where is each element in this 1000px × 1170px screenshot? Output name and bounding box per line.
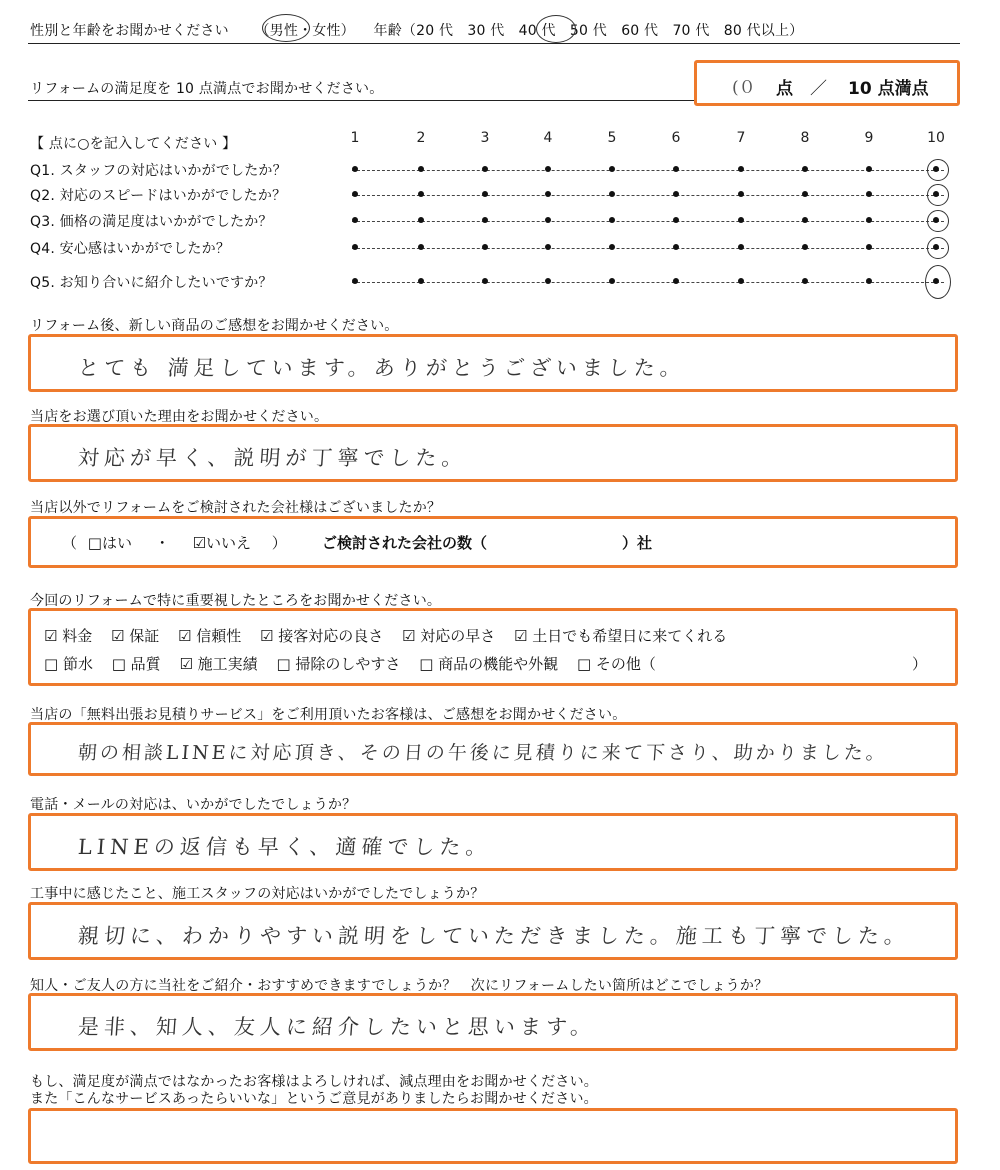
priority-other[interactable]: □ その他（: [576, 655, 656, 673]
priorities-row-2: [44, 653, 656, 674]
rating-scale-line: [352, 221, 944, 222]
scale-number: 5: [607, 130, 617, 146]
priority-quality[interactable]: □ 品質: [111, 655, 161, 673]
gender-male-circle: [262, 14, 310, 42]
rating-dot[interactable]: [802, 217, 808, 223]
rating-dot[interactable]: [352, 278, 358, 284]
priorities-label: 今回のリフォームで特に重要視したところをお聞かせください。: [30, 593, 442, 609]
selected-rating-circle: [925, 265, 951, 299]
priority-water-saving[interactable]: □ 節水: [44, 655, 93, 673]
rating-dot[interactable]: [866, 244, 872, 250]
rating-dot[interactable]: [352, 191, 358, 197]
improvement-label-2: また「こんなサービスあったらいいな」というご意見がありましたらお聞かせください。: [30, 1091, 598, 1107]
scale-number: 7: [736, 130, 746, 146]
rating-dot[interactable]: [609, 191, 615, 197]
rating-dot[interactable]: [866, 191, 872, 197]
rating-dot[interactable]: [418, 217, 424, 223]
other-companies-label: 当店以外でリフォームをご検討された会社様はございましたか？: [30, 500, 442, 516]
rating-dot[interactable]: [609, 217, 615, 223]
company-count-unit: ）社: [622, 534, 653, 552]
age-options: 年齢（20 代 30 代 40 代 50 代 60 代 70 代 80 代以上）: [373, 23, 804, 39]
rating-dot[interactable]: [418, 166, 424, 172]
contact-answer: LINEの返信も早く、適確でした。: [77, 835, 493, 859]
paren-open: （: [62, 534, 78, 552]
rating-dot[interactable]: [482, 166, 488, 172]
score-max: 10 点満点: [848, 79, 929, 99]
impression-label: リフォーム後、新しい商品のご感想をお聞かせください。: [30, 318, 399, 334]
age-40-circle: [536, 15, 576, 43]
rating-question-label: Q2. 対応のスピードはいかがでしたか？: [30, 188, 287, 204]
rating-dot[interactable]: [738, 217, 744, 223]
rating-dot[interactable]: [866, 278, 872, 284]
referral-label: 知人・ご友人の方に当社をご紹介・おすすめできますでしょうか？ 次にリフォームしたい箇所はどこでしょうか？: [30, 978, 769, 994]
rating-dot[interactable]: [545, 191, 551, 197]
priority-track-record[interactable]: ☑ 施工実績: [179, 655, 258, 673]
priorities-row-1: [44, 625, 727, 646]
scale-number: 3: [480, 130, 490, 146]
rating-dot[interactable]: [482, 244, 488, 250]
rating-scale-line: [352, 195, 944, 196]
selected-rating-circle: [927, 159, 949, 181]
construction-answer: 親切に、わかりやすい説明をしていただきました。施工も丁寧でした。: [77, 924, 911, 948]
rating-dot[interactable]: [418, 244, 424, 250]
rating-dot[interactable]: [802, 191, 808, 197]
estimate-answer: 朝の相談LINEに対応頂き、その日の午後に見積りに来て下さり、助かりました。: [77, 742, 889, 764]
rating-dot[interactable]: [482, 191, 488, 197]
scale-number: 8: [800, 130, 810, 146]
selected-rating-circle: [927, 210, 949, 232]
rating-dot[interactable]: [418, 278, 424, 284]
impression-answer: とても 満足しています。ありがとうございました。: [77, 356, 687, 380]
rating-dot[interactable]: [802, 278, 808, 284]
rating-dot[interactable]: [609, 244, 615, 250]
rating-question-label: Q5. お知り合いに紹介したいですか？: [30, 275, 273, 291]
gender-options: （男性・女性）: [255, 23, 355, 39]
scale-number: 4: [543, 130, 553, 146]
rating-dot[interactable]: [352, 166, 358, 172]
selected-rating-circle: [927, 237, 949, 259]
rating-dot[interactable]: [482, 278, 488, 284]
rating-dot[interactable]: [738, 191, 744, 197]
rating-question-label: Q3. 価格の満足度はいかがでしたか？: [30, 214, 273, 230]
referral-answer: 是非、知人、友人に紹介したいと思います。: [77, 1015, 598, 1039]
score-slash: ／: [810, 79, 827, 99]
reason-label: 当店をお選び頂いた理由をお聞かせください。: [30, 409, 329, 425]
rating-dot[interactable]: [352, 217, 358, 223]
scale-number: 1: [350, 130, 360, 146]
option-yes[interactable]: □はい: [87, 534, 132, 552]
scale-number: 9: [864, 130, 874, 146]
rating-scale-line: [352, 248, 944, 249]
rating-dot[interactable]: [673, 217, 679, 223]
rating-dot[interactable]: [673, 244, 679, 250]
rating-dot[interactable]: [352, 244, 358, 250]
rating-question-label: Q1. スタッフの対応はいかがでしたか？: [30, 163, 287, 179]
rating-dot[interactable]: [673, 191, 679, 197]
improvement-label-1: もし、満足度が満点ではなかったお客様はよろしければ、減点理由をお聞かせください。: [30, 1074, 598, 1090]
rating-dot[interactable]: [545, 278, 551, 284]
contact-label: 電話・メールの対応は、いかがでしたでしょうか？: [30, 797, 357, 813]
rating-dot[interactable]: [482, 217, 488, 223]
rating-instruction: 【 点に○を記入してください 】: [30, 136, 237, 152]
rating-dot[interactable]: [738, 166, 744, 172]
handwritten-score: (０: [732, 78, 756, 98]
rating-dot[interactable]: [545, 244, 551, 250]
rating-dot[interactable]: [738, 244, 744, 250]
rating-dot[interactable]: [545, 217, 551, 223]
rating-dot[interactable]: [673, 278, 679, 284]
option-no[interactable]: ☑いいえ: [192, 534, 252, 552]
scale-number: 10: [927, 130, 945, 146]
priority-warranty[interactable]: ☑ 保証: [111, 627, 160, 645]
priority-weekend-visit[interactable]: ☑ 土日でも希望日に来てくれる: [514, 627, 728, 645]
other-companies-answer: [62, 532, 287, 553]
rating-dot[interactable]: [866, 217, 872, 223]
priority-response-speed[interactable]: ☑ 対応の早さ: [402, 627, 496, 645]
score-unit: 点: [776, 79, 793, 99]
header-underline: [28, 43, 960, 44]
priority-reliability[interactable]: ☑ 信頼性: [178, 627, 242, 645]
rating-dot[interactable]: [418, 191, 424, 197]
rating-dot[interactable]: [866, 166, 872, 172]
rating-dot[interactable]: [802, 244, 808, 250]
priority-customer-service[interactable]: ☑ 接客対応の良さ: [260, 627, 384, 645]
satisfaction-label: リフォームの満足度を 10 点満点でお聞かせください。: [30, 81, 384, 97]
gender-label: 性別と年齢をお聞かせください: [30, 23, 229, 39]
priority-easy-cleaning[interactable]: □ 掃除のしやすさ: [276, 655, 401, 673]
company-count-label: ご検討された会社の数（: [322, 534, 488, 552]
rating-dot[interactable]: [545, 166, 551, 172]
rating-dot[interactable]: [609, 278, 615, 284]
rating-dot[interactable]: [802, 166, 808, 172]
gender-question: [30, 20, 803, 40]
selected-rating-circle: [927, 184, 949, 206]
satisfaction-underline: [28, 100, 696, 101]
improvement-answer-box[interactable]: [28, 1108, 958, 1164]
priority-price[interactable]: ☑ 料金: [44, 627, 93, 645]
reason-answer: 対応が早く、説明が丁寧でした。: [77, 446, 469, 470]
construction-label: 工事中に感じたこと、施工スタッフの対応はいかがでしたでしょうか？: [30, 886, 485, 902]
priority-other-close: ）: [912, 655, 928, 673]
scale-number: 6: [671, 130, 681, 146]
rating-scale-line: [352, 282, 944, 283]
rating-scale-line: [352, 170, 944, 171]
rating-dot[interactable]: [609, 166, 615, 172]
option-separator: ・: [154, 534, 170, 552]
rating-dot[interactable]: [673, 166, 679, 172]
priorities-box: [28, 608, 958, 686]
scale-number: 2: [416, 130, 426, 146]
paren-close: ）: [271, 534, 287, 552]
rating-dot[interactable]: [738, 278, 744, 284]
estimate-label: 当店の「無料出張お見積りサービス」をご利用頂いたお客様は、ご感想をお聞かせください。: [30, 707, 627, 723]
rating-question-label: Q4. 安心感はいかがでしたか？: [30, 241, 231, 257]
priority-product-features[interactable]: □ 商品の機能や外観: [419, 655, 559, 673]
